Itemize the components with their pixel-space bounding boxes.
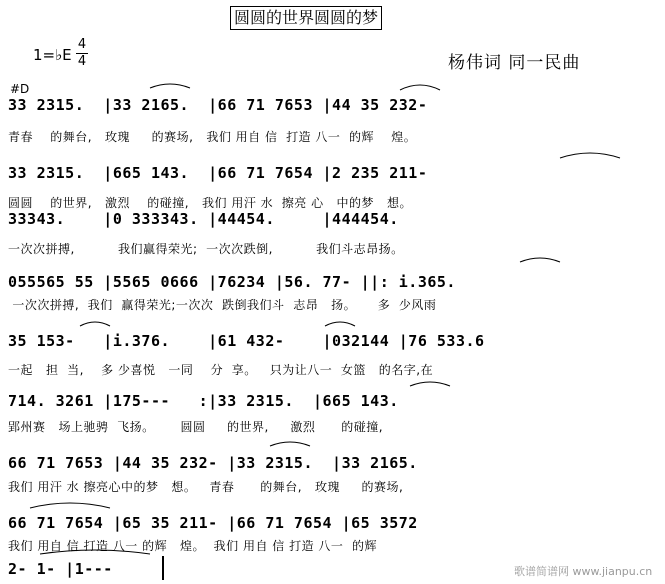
lyrics-line-3: 一次次拼搏, 我们赢得荣光; 一次次跌倒, 我们斗志昂扬。 xyxy=(8,242,404,256)
lyrics-line-8: 我们 用自 信 打造 八一 的辉 煌。 我们 用自 信 打造 八一 的辉 xyxy=(8,539,378,553)
key-signature: 1=♭E xyxy=(33,46,72,64)
slur xyxy=(400,85,440,90)
credit-line: 杨伟词 同一民曲 xyxy=(448,53,581,73)
meter-top: 4 xyxy=(77,37,87,52)
slur xyxy=(270,442,310,446)
notes-line-8: 66 71 7654 |65 35 211- |66 71 7654 |65 3572 xyxy=(8,514,418,532)
notes-line-5: 35 153- |i.376. |61 432- |032144 |76 533.6 xyxy=(8,332,485,350)
slur xyxy=(560,153,620,158)
slur xyxy=(325,322,355,326)
notes-line-3: 33343. |0 333343. |44454. |444454. xyxy=(8,210,399,228)
slur xyxy=(40,550,150,554)
slur xyxy=(80,322,110,326)
notes-line-1: 33 2315. |33 2165. |66 71 7653 |44 35 232- xyxy=(8,96,428,114)
modulation-mark: #D xyxy=(10,82,30,96)
song-title: 圆圆的世界圆圆的梦 xyxy=(230,6,382,30)
slur xyxy=(30,503,110,508)
notes-line-4: 055565 55 |5565 0666 |76234 |56. 77- ||: i.365. xyxy=(8,273,456,291)
lyrics-line-6: 郢州赛 场上驰骋 飞扬。 圆圆 的世界, 激烈 的碰撞, xyxy=(8,420,384,434)
lyrics-line-5: 一起 担 当, 多 少喜悦 一同 分 享。 只为让八一 女篮 的名字,在 xyxy=(8,363,434,377)
lyrics-line-7: 我们 用汗 水 擦亮心中的梦 想。 青春 的舞台, 玫瑰 的赛场, xyxy=(8,480,404,494)
slur xyxy=(410,382,450,386)
lyrics-line-1: 青春 的舞台, 玫瑰 的赛场, 我们 用自 信 打造 八一 的辉 煌。 xyxy=(8,130,417,144)
lyrics-line-2: 圆圆 的世界, 激烈 的碰撞, 我们 用汗 水 擦亮 心 中的梦 想。 xyxy=(8,196,412,210)
notes-line-7: 66 71 7653 |44 35 232- |33 2315. |33 2165. xyxy=(8,454,418,472)
watermark: 歌谱简谱网 www.jianpu.cn xyxy=(514,565,653,578)
meter-bottom: 4 xyxy=(77,54,87,69)
slur xyxy=(150,84,190,88)
slur xyxy=(520,258,560,262)
notes-line-9: 2- 1- |1--- xyxy=(8,560,113,578)
notes-line-2: 33 2315. |665 143. |66 71 7654 |2 235 211- xyxy=(8,164,428,182)
lyrics-line-4: 一次次拼搏, 我们 赢得荣光;一次次 跌倒我们斗 志昂 扬。 多 少风雨 xyxy=(8,298,437,312)
notes-line-6: 714. 3261 |175--- :|33 2315. |665 143. xyxy=(8,392,399,410)
